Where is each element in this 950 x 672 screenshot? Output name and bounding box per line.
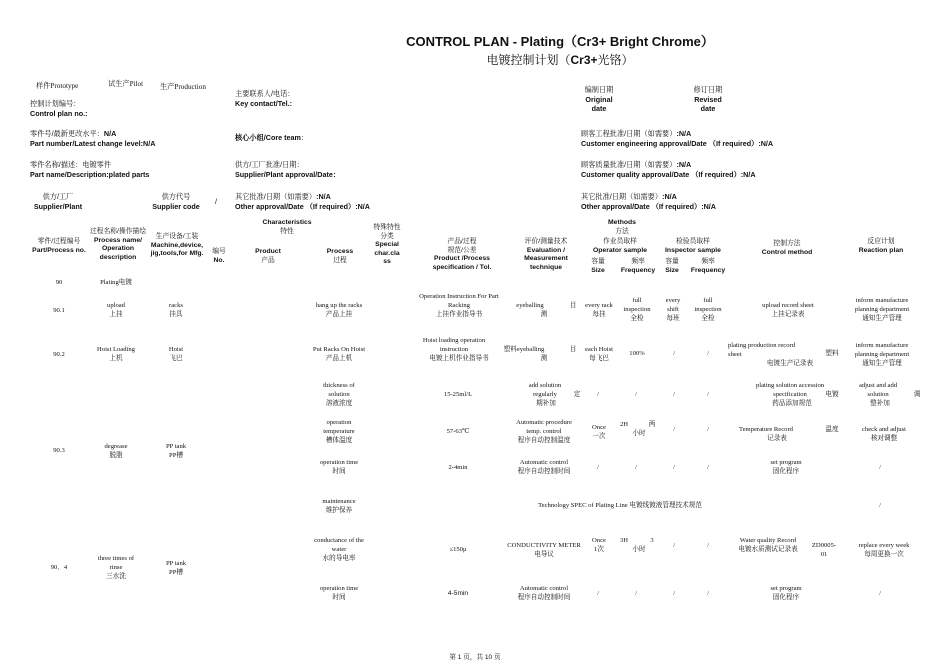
row-90-3-1-op-freq: / bbox=[635, 391, 637, 398]
key-contact-cn: 主要联系人/电话： bbox=[235, 89, 295, 98]
row-90-name: Plating电镀 bbox=[100, 279, 132, 286]
part-number-field bbox=[30, 129, 155, 148]
col-part-process-no bbox=[28, 238, 90, 255]
control-plan-no-en: Control plan no.: bbox=[30, 108, 88, 118]
row-90-2-op-size-b: 每飞巴 bbox=[589, 355, 609, 362]
row-90-2-control-b: 塑料 bbox=[825, 350, 839, 357]
row-90-3-1-spec: 15-25ml/L bbox=[443, 391, 473, 398]
col-reaction-plan-en: Reaction plan bbox=[858, 246, 904, 254]
core-team-suffix: ： bbox=[300, 133, 309, 142]
col-machine bbox=[144, 233, 210, 259]
col-no-en: No. bbox=[213, 256, 225, 264]
col-machine-en: Machine,device, jig,tools,for Mfg. bbox=[150, 241, 204, 258]
row-90-3-1-control-c: 药品添加规范 bbox=[772, 400, 812, 407]
row-90-2-no: 90.2 bbox=[53, 351, 65, 358]
row-90-3-2-in-freq: / bbox=[707, 426, 709, 433]
other-approval-1-en: Other approval/Date （If required）:N/A bbox=[235, 201, 370, 211]
row-90-3-2-op-freq-c: 小时 bbox=[632, 430, 646, 437]
col-spec-en: Product /Process specification / Tol. bbox=[432, 255, 492, 271]
supplier-approval-en: Supplier/Plant approval/Date： bbox=[235, 169, 341, 179]
col-in-size-en: Size bbox=[665, 266, 679, 274]
col-process-name bbox=[86, 228, 150, 262]
row-90-2-in-size: / bbox=[673, 350, 675, 357]
row-90-3-1-process: thickness of solution 溶液浓度 bbox=[323, 382, 355, 407]
document-subtitle bbox=[360, 52, 760, 68]
row-90-1-spec: Operation Instruction For Part Racking 上挂作业指导书 bbox=[419, 293, 499, 318]
col-product-cn: 产品 bbox=[261, 256, 275, 264]
phase-prototype: 样件Prototype bbox=[36, 82, 79, 90]
phase-production: 生产Production bbox=[160, 83, 206, 91]
row-90-3-1-eval-a: add solution regularly bbox=[528, 382, 562, 398]
customer-eng-approval-cn: 顾客工程批准/日期（如需要） bbox=[581, 129, 677, 138]
row-90-2-name: Hoist Loading 上机 bbox=[97, 346, 135, 362]
col-in-frequency bbox=[688, 258, 728, 275]
col-no bbox=[208, 248, 230, 265]
col-part-process-no-en: Part/Process no. bbox=[32, 246, 86, 254]
row-90-3-1-control-b: 电镀 bbox=[825, 391, 839, 398]
phase-pilot: 试生产Pilot bbox=[108, 80, 144, 88]
col-control-method-en: Control method bbox=[761, 248, 813, 256]
row-90-4-1-control-a: Water quality Record 电镀水质测试记录表 bbox=[738, 537, 798, 553]
row-90-no: 90 bbox=[55, 279, 63, 286]
row-90-3-3-in-freq: / bbox=[707, 464, 709, 471]
other-approval-2-cn: 其它批准/日期（如需要） bbox=[581, 192, 663, 201]
customer-eng-approval-cn-value: :N/A bbox=[676, 129, 692, 138]
other-approval-2-en: Other approval/Date （If required）:N/A bbox=[581, 201, 716, 211]
supplier-code-en: Supplier code bbox=[152, 201, 200, 211]
core-team-field bbox=[235, 133, 308, 143]
row-90-3-3-op-freq: / bbox=[635, 464, 637, 471]
other-approval-field-2 bbox=[581, 192, 716, 211]
row-90-3-1-control-a: plating solution accession specification bbox=[755, 382, 825, 398]
row-90-4-2-in-freq: / bbox=[707, 590, 709, 597]
row-90-2-control-c: 电镀生产记录表 bbox=[766, 360, 814, 367]
col-special-char-en: Special char.cla ss bbox=[374, 241, 400, 266]
customer-quality-approval-cn: 顾客质量批准/日期（如需要） bbox=[581, 160, 677, 169]
row-90-3-2-control-a: Temperature Record bbox=[739, 426, 793, 433]
customer-quality-approval-en: Customer quality approval/Date （If required）:N/A bbox=[581, 169, 756, 179]
row-90-1-op-size-a: every rack bbox=[585, 302, 613, 309]
col-inspector-sample-en: Inspector sample bbox=[665, 246, 721, 254]
revised-date-cn: 修订日期 bbox=[693, 85, 723, 94]
core-team-label: 核心小组/Core team bbox=[235, 133, 301, 142]
row-90-1-control: upload record sheet 上挂记录表 bbox=[762, 302, 814, 318]
row-90-3-no: 90.3 bbox=[53, 447, 65, 454]
row-90-3-1-reaction-a: adjust and add solution bbox=[858, 382, 898, 398]
col-op-frequency bbox=[618, 258, 658, 275]
other-approval-1-cn-value: :N/A bbox=[316, 192, 331, 201]
revised-date-en1: Revised bbox=[694, 94, 722, 104]
row-90-3-2-op-freq-a: 2H bbox=[619, 421, 629, 428]
row-90-2-reaction: inform manufacture planning department 通知生产管理 bbox=[854, 342, 910, 367]
row-90-4-2-op-size: / bbox=[597, 590, 599, 597]
col-reaction-plan bbox=[848, 238, 914, 255]
subtitle-bold: Cr3+ bbox=[570, 53, 598, 67]
row-90-2-spec-b: 电镀上机作业指导书 bbox=[429, 355, 489, 362]
row-90-1-reaction: inform manufacture planning department 通知生产管理 bbox=[854, 297, 910, 322]
col-in-size-cn: 容量 bbox=[665, 258, 679, 265]
supplier-code-cn: 供方代号 bbox=[161, 192, 191, 201]
row-90-3-3-spec: 2-4min bbox=[448, 464, 468, 471]
col-process-cn: 过程 bbox=[333, 256, 347, 264]
row-90-1-eval-a: eyeballing bbox=[516, 302, 544, 309]
col-operator-sample bbox=[584, 238, 656, 255]
row-90-4-1-in-size: / bbox=[673, 542, 675, 549]
part-number-en: Part number/Latest change level:N/A bbox=[30, 138, 156, 148]
customer-eng-approval-field bbox=[581, 129, 773, 148]
col-reaction-plan-cn: 反应计划 bbox=[867, 238, 895, 245]
row-90-4-name: three times of rinse 三水洗 bbox=[97, 555, 135, 580]
row-90-3-1-eval-b: 定 bbox=[573, 391, 581, 398]
control-plan-no-field bbox=[30, 99, 88, 118]
col-op-frequency-cn: 频率 bbox=[631, 258, 645, 265]
row-90-3-4-process: maintenance 维护保养 bbox=[322, 498, 356, 514]
col-operator-sample-cn: 作业员取样 bbox=[603, 238, 637, 245]
original-date-field bbox=[573, 85, 625, 114]
revised-date-en2: date bbox=[700, 104, 716, 113]
row-90-3-machine: PP tank PP槽 bbox=[165, 443, 187, 459]
row-90-1-in-freq: full inspection 全检 bbox=[694, 297, 722, 322]
subtitle-suffix: 光铬） bbox=[597, 53, 634, 67]
row-90-1-in-size: every shift 每班 bbox=[665, 297, 681, 322]
customer-quality-approval-field bbox=[581, 160, 756, 179]
row-90-3-1-op-size: / bbox=[597, 391, 599, 398]
supplier-code-field bbox=[145, 192, 207, 211]
row-90-3-1-reaction-c: 整补加 bbox=[870, 400, 890, 407]
row-90-4-1-op-freq-a: 3H bbox=[619, 537, 629, 544]
row-90-4-machine: PP tank PP槽 bbox=[165, 560, 187, 576]
page-footer: 第 1 页，共 10 页 bbox=[449, 654, 501, 661]
row-90-1-eval-b: 目 bbox=[569, 302, 577, 309]
row-90-3-1-in-size: / bbox=[673, 391, 675, 398]
col-control-method bbox=[752, 240, 822, 257]
original-date-en2: date bbox=[591, 104, 607, 113]
supplier-approval-field bbox=[235, 160, 340, 179]
original-date-cn: 编制日期 bbox=[584, 85, 614, 94]
subtitle-prefix: 电镀控制计划（ bbox=[486, 53, 571, 67]
row-90-4-1-in-freq: / bbox=[707, 542, 709, 549]
col-special-char-cn: 特殊特性 分类 bbox=[373, 224, 401, 240]
col-characteristics-cn: 特性 bbox=[280, 227, 294, 235]
row-90-3-4-reaction: / bbox=[879, 502, 881, 509]
row-90-4-1-op-size: Once 1次 bbox=[592, 537, 606, 553]
row-90-1-op-freq: full inspection 全检 bbox=[623, 297, 651, 322]
row-90-3-4-merged: Technology SPEC of Plating Line 电镀线镀液管理技术规范 bbox=[538, 502, 702, 509]
col-process-en: Process bbox=[326, 248, 354, 255]
col-evaluation-cn: 评价/测量技术 bbox=[524, 238, 568, 245]
customer-quality-approval-cn-value: :N/A bbox=[676, 160, 692, 169]
supplier-code-value: / bbox=[215, 197, 217, 206]
row-90-3-2-reaction: check and adjust 核对调整 bbox=[862, 426, 906, 442]
row-90-2-machine: Hoist 飞巴 bbox=[168, 346, 184, 362]
supplier-plant-field bbox=[28, 192, 88, 211]
row-90-1-machine: racks 挂具 bbox=[169, 302, 183, 318]
customer-eng-approval-en: Customer engineering approval/Date （If required）:N/A bbox=[581, 138, 774, 148]
row-90-2-eval-c: 测 bbox=[540, 355, 548, 362]
row-90-1-name: upload 上挂 bbox=[107, 302, 125, 318]
col-op-size bbox=[586, 258, 610, 275]
col-spec-cn: 产品/过程 规范/公差 bbox=[447, 238, 477, 254]
row-90-4-2-reaction: / bbox=[879, 590, 881, 597]
row-90-2-control-a: plating production record sheet bbox=[728, 342, 796, 358]
col-in-frequency-en: Frequency bbox=[690, 266, 726, 274]
row-90-3-2-op-freq-b: 两 bbox=[648, 421, 656, 428]
row-90-1-process: hang up the racks 产品上挂 bbox=[315, 302, 363, 318]
row-90-3-2-eval: Automatic procedure temp. control 程序自动控制温度 bbox=[516, 419, 572, 444]
row-90-4-2-control: set program 固化程序 bbox=[770, 585, 802, 601]
row-90-3-2-process: operation temperature 槽体温度 bbox=[323, 419, 355, 444]
col-op-size-en: Size bbox=[591, 266, 605, 274]
col-op-frequency-en: Frequency bbox=[620, 266, 656, 274]
row-90-3-name: degrease 脱脂 bbox=[104, 443, 128, 459]
part-name-en: Part name/Description:plated parts bbox=[30, 169, 150, 179]
col-methods-en: Methods bbox=[608, 219, 636, 226]
row-90-2-eval-b: 目 bbox=[569, 346, 577, 353]
col-process-name-cn: 过程名称/操作描绘 bbox=[89, 228, 147, 235]
row-90-4-1-op-freq-c: 小时 bbox=[632, 546, 646, 553]
original-date-en1: Original bbox=[585, 94, 613, 104]
row-90-4-2-in-size: / bbox=[673, 590, 675, 597]
col-operator-sample-en: Operator sample bbox=[592, 246, 648, 254]
row-90-3-3-op-size: / bbox=[597, 464, 599, 471]
revised-date-field bbox=[682, 85, 734, 114]
document-title: CONTROL PLAN - Plating（Cr3+ Bright Chrome） bbox=[406, 34, 714, 49]
row-90-4-2-spec: 4-5min bbox=[447, 590, 469, 597]
row-90-4-1-spec: ≤150μ bbox=[449, 546, 467, 553]
row-90-1-no: 90.1 bbox=[53, 307, 65, 314]
row-90-2-in-freq: / bbox=[707, 350, 709, 357]
row-90-4-1-eval: CONDUCTIVITY METER 电导议 bbox=[507, 542, 581, 558]
row-90-4-1-op-freq-b: 3 bbox=[650, 537, 654, 544]
row-90-2-spec-a: Hoist loading operation instruction bbox=[422, 337, 486, 353]
col-control-method-cn: 控制方法 bbox=[773, 240, 801, 247]
other-approval-2-cn-value: :N/A bbox=[662, 192, 677, 201]
row-90-2-process: Put Racks On Hoist 产品上机 bbox=[312, 346, 366, 362]
col-in-frequency-cn: 频率 bbox=[701, 258, 715, 265]
col-evaluation-en: Evaluation / Measurement technique bbox=[524, 246, 568, 271]
row-90-4-no: 90．4 bbox=[50, 564, 68, 571]
row-90-1-eval-c: 测 bbox=[540, 311, 548, 318]
row-90-4-2-process: operation time 时间 bbox=[319, 585, 359, 601]
other-approval-field-1 bbox=[235, 192, 370, 211]
row-90-3-2-control-c: 记录表 bbox=[767, 435, 787, 442]
row-90-3-2-spec: 57-63℃ bbox=[446, 428, 470, 435]
col-special-char bbox=[366, 224, 408, 267]
col-in-size bbox=[660, 258, 684, 275]
row-90-3-3-reaction: / bbox=[879, 464, 881, 471]
part-number-cn: 零件号/最新更改水平： bbox=[30, 129, 104, 138]
row-90-3-3-eval: Automatic control 程序自动控制时间 bbox=[517, 459, 571, 475]
col-characteristics-en: Characteristics bbox=[262, 219, 312, 226]
row-90-3-2-in-size: / bbox=[673, 426, 675, 433]
row-90-3-1-eval-c: 期补加 bbox=[536, 400, 556, 407]
row-90-4-1-reaction: replace every week 每周更换一次 bbox=[858, 542, 910, 558]
col-no-cn: 编号 bbox=[212, 248, 226, 255]
key-contact-en: Key contact/Tel.: bbox=[235, 98, 292, 108]
part-name-cn: 零件名称/描述：电镀零件 bbox=[30, 160, 112, 169]
row-90-4-2-eval: Automatic control 程序自动控制时间 bbox=[517, 585, 571, 601]
supplier-approval-cn: 供方/工厂批准/日期： bbox=[235, 160, 304, 169]
row-90-4-2-op-freq: / bbox=[635, 590, 637, 597]
row-90-3-1-reaction-b: 调 bbox=[913, 391, 921, 398]
supplier-plant-en: Supplier/Plant bbox=[33, 201, 83, 211]
row-90-1-op-size-b: 每挂 bbox=[592, 311, 606, 318]
col-inspector-sample-cn: 检验员取样 bbox=[676, 238, 710, 245]
row-90-3-2-control-b: 温度 bbox=[825, 426, 839, 433]
part-name-field bbox=[30, 160, 149, 179]
part-number-cn-value: N/A bbox=[103, 129, 117, 138]
row-90-3-1-in-freq: / bbox=[707, 391, 709, 398]
other-approval-1-cn: 其它批准/日期（如需要） bbox=[235, 192, 317, 201]
control-plan-no-cn: 控制计划编号： bbox=[30, 99, 81, 108]
row-90-2-eval-a: 塑料eyeballing bbox=[503, 346, 545, 353]
row-90-2-op-freq: 100% bbox=[629, 350, 645, 357]
col-op-size-cn: 容量 bbox=[591, 258, 605, 265]
col-product bbox=[248, 248, 288, 265]
row-90-4-1-control-b: ZD0005- 01 bbox=[811, 542, 837, 558]
col-process-name-en: Process name/ Operation description bbox=[94, 236, 142, 261]
row-90-2-op-size-a: each Hoist bbox=[584, 346, 613, 353]
row-90-4-1-process: conductance of the water 水的导电率 bbox=[314, 537, 364, 562]
col-spec bbox=[420, 238, 504, 272]
row-90-3-2-op-size: Once 一次 bbox=[592, 424, 606, 440]
col-part-process-no-cn: 零件/过程编号 bbox=[37, 238, 81, 245]
row-90-3-3-in-size: / bbox=[673, 464, 675, 471]
col-evaluation bbox=[512, 238, 580, 272]
row-90-3-3-process: operation time 时间 bbox=[319, 459, 359, 475]
col-process bbox=[320, 248, 360, 265]
col-product-en: Product bbox=[255, 248, 281, 255]
col-characteristics bbox=[252, 219, 322, 236]
col-inspector-sample bbox=[656, 238, 730, 255]
col-methods bbox=[600, 219, 644, 236]
key-contact-field bbox=[235, 89, 295, 108]
row-90-3-3-control: set program 固化程序 bbox=[770, 459, 802, 475]
col-methods-cn: 方法 bbox=[615, 227, 629, 235]
col-machine-cn: 生产设备/工装 bbox=[155, 233, 199, 240]
supplier-plant-cn: 供方/工厂 bbox=[42, 192, 74, 201]
